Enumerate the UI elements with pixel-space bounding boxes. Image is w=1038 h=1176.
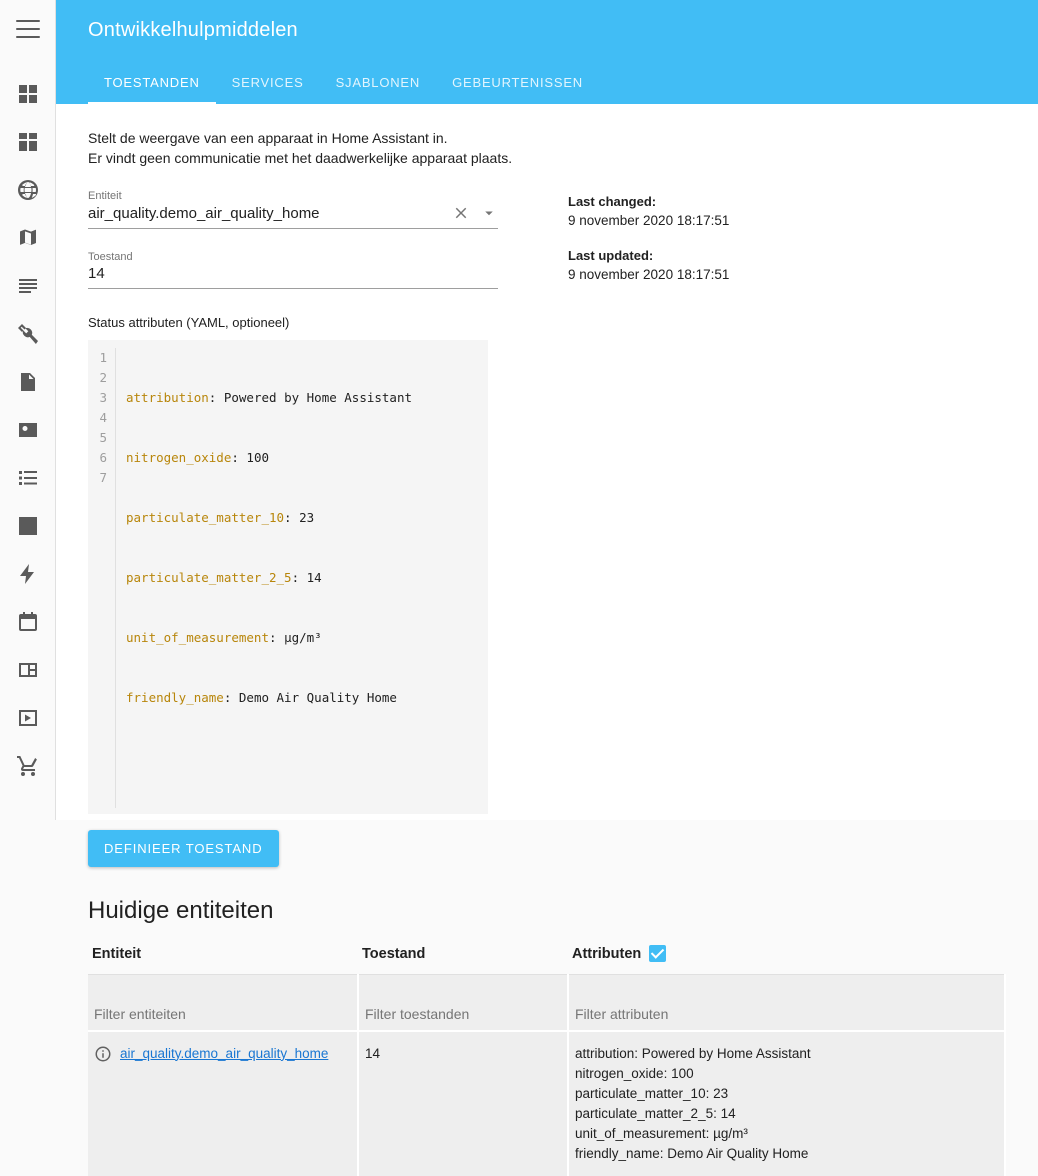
yaml-value: 100	[246, 450, 269, 465]
entities-table-body	[88, 1031, 1005, 1176]
document-icon	[16, 370, 40, 394]
entity-input[interactable]	[88, 205, 444, 222]
tools-icon	[16, 322, 40, 346]
sidebar-item-shopping[interactable]	[0, 742, 56, 790]
sidebar-item-logs[interactable]	[0, 358, 56, 406]
video-play-icon	[16, 706, 40, 730]
yaml-sep: :	[223, 690, 239, 705]
yaml-value: 14	[306, 570, 322, 585]
tab-bar	[88, 62, 1038, 104]
yaml-sep: :	[208, 390, 224, 405]
timestamps-panel	[568, 190, 729, 302]
calendar-icon	[16, 610, 40, 634]
entity-field-icons	[444, 204, 498, 222]
hamburger-icon[interactable]	[16, 20, 40, 38]
table-row[interactable]	[88, 1031, 1005, 1176]
globe-icon	[16, 178, 40, 202]
page-title: Ontwikkelhulpmiddelen	[88, 19, 298, 41]
yaml-value: Powered by Home Assistant	[223, 390, 413, 405]
attributes-label: Status attributen (YAML, optioneel)	[88, 315, 290, 330]
yaml-key: unit_of_measurement	[126, 630, 269, 645]
entities-table	[88, 941, 1006, 1176]
row-cell-entity	[88, 1031, 358, 1176]
form-left-column	[88, 190, 498, 311]
yaml-line-number: 5	[99, 430, 107, 445]
description-line-2: Er vindt geen communicatie met het daadwerkelijke apparaat plaats.	[88, 150, 513, 166]
filter-attributes-input[interactable]	[569, 1006, 1004, 1030]
last-updated-value: 9 november 2020 18:17:51	[568, 267, 730, 282]
yaml-value: Demo Air Quality Home	[238, 690, 397, 705]
last-changed-block	[568, 194, 729, 228]
yaml-gutter	[88, 348, 116, 808]
chevron-down-icon[interactable]	[480, 204, 498, 222]
row-cell-attributes: attribution: Powered by Home Assistant nitrogen_oxide: 100 particulate_matter_10: 23 particulate_matter_2_5: 14 unit_of_measurement: µg/m³ friendly_name: Demo Air Quality Home	[568, 1031, 1005, 1176]
sidebar-item-overview[interactable]	[0, 70, 56, 118]
yaml-key: particulate_matter_2_5	[126, 570, 292, 585]
filter-cell-state[interactable]	[358, 975, 568, 1031]
yaml-line-number: 1	[99, 350, 107, 365]
content-area	[56, 104, 1038, 1161]
yaml-editor[interactable]	[88, 340, 488, 814]
last-changed-value: 9 november 2020 18:17:51	[568, 213, 730, 228]
attributes-checkbox[interactable]	[649, 945, 666, 962]
sidebar-item-video[interactable]	[0, 694, 56, 742]
yaml-line	[126, 688, 488, 708]
sidebar-item-logbook[interactable]	[0, 262, 56, 310]
yaml-value: 23	[299, 510, 315, 525]
yaml-line	[126, 448, 488, 468]
sidebar-item-media[interactable]	[0, 646, 56, 694]
yaml-key: friendly_name	[126, 690, 224, 705]
column-header-state[interactable]	[358, 941, 568, 975]
yaml-line	[126, 628, 488, 648]
last-updated-label: Last updated:	[568, 248, 654, 263]
sidebar-menu-button[interactable]	[0, 0, 55, 58]
current-entities-title: Huidige entiteiten	[88, 897, 274, 924]
table-filter-row	[88, 975, 1005, 1031]
close-icon[interactable]	[452, 204, 470, 222]
sidebar-item-history[interactable]	[0, 502, 56, 550]
dashboard-icon	[16, 82, 40, 106]
list-icon	[16, 274, 40, 298]
sidebar	[0, 0, 56, 820]
define-state-button[interactable]: DEFINIEER TOESTAND	[88, 830, 279, 867]
form-row	[88, 190, 1006, 311]
filter-cell-entity[interactable]	[88, 975, 358, 1031]
entities-table-head	[88, 941, 1005, 1031]
shopping-cart-icon	[16, 754, 40, 778]
table-header-row	[88, 941, 1005, 975]
row-cell-state: 14	[358, 1031, 568, 1176]
yaml-line-number: 3	[99, 390, 107, 405]
yaml-line	[126, 748, 488, 768]
last-changed-label: Last changed:	[568, 194, 657, 209]
yaml-line	[126, 508, 488, 528]
filter-state-input[interactable]	[359, 1006, 567, 1030]
yaml-sep: :	[284, 510, 300, 525]
person-card-icon	[16, 418, 40, 442]
last-updated-block	[568, 248, 729, 282]
yaml-key: nitrogen_oxide	[126, 450, 232, 465]
state-input-wrap[interactable]	[88, 265, 498, 289]
yaml-sep: :	[231, 450, 247, 465]
yaml-code[interactable]	[116, 348, 488, 808]
state-field-label: Toestand	[88, 251, 133, 263]
filter-cell-attributes[interactable]	[568, 975, 1005, 1031]
yaml-line	[126, 388, 488, 408]
description	[88, 128, 1006, 168]
sidebar-item-map-globe[interactable]	[0, 166, 56, 214]
yaml-line-number: 2	[99, 370, 107, 385]
sidebar-item-todo[interactable]	[0, 454, 56, 502]
yaml-line-number: 6	[99, 450, 107, 465]
yaml-sep: :	[269, 630, 285, 645]
description-line-1: Stelt de weergave van een apparaat in Home Assistant in.	[88, 130, 448, 146]
yaml-value: µg/m³	[284, 630, 322, 645]
tab-toestanden[interactable]: TOESTANDEN	[88, 62, 216, 104]
info-icon[interactable]	[94, 1045, 112, 1063]
column-header-entity[interactable]	[88, 941, 358, 975]
state-input[interactable]	[88, 265, 498, 282]
sidebar-item-energy[interactable]	[0, 550, 56, 598]
main-area	[56, 0, 1038, 1161]
tab-services[interactable]: SERVICES	[231, 74, 304, 90]
sidebar-item-person[interactable]	[0, 406, 56, 454]
app-header	[56, 0, 1038, 104]
yaml-line-number: 4	[99, 410, 107, 425]
tab-sjablonen[interactable]: SJABLONEN	[335, 74, 421, 90]
entity-input-wrap[interactable]	[88, 204, 498, 229]
entity-link[interactable]: air_quality.demo_air_quality_home	[120, 1045, 329, 1061]
yaml-line	[126, 568, 488, 588]
entity-field-label: Entiteit	[88, 190, 122, 202]
sidebar-item-calendar[interactable]	[0, 598, 56, 646]
column-header-attributes[interactable]	[568, 941, 1005, 975]
map-icon	[16, 226, 40, 250]
checklist-icon	[16, 466, 40, 490]
yaml-key: particulate_matter_10	[126, 510, 285, 525]
grid-icon	[16, 130, 40, 154]
sidebar-item-developer-tools[interactable]	[0, 310, 56, 358]
media-browser-icon	[16, 658, 40, 682]
column-header-attributes-label: Attributen	[572, 945, 642, 962]
sidebar-item-panel[interactable]	[0, 118, 56, 166]
lightning-icon	[16, 562, 40, 586]
column-header-entity-label: Entiteit	[92, 946, 142, 962]
entity-field	[88, 190, 498, 229]
yaml-sep: :	[291, 570, 307, 585]
state-field	[88, 251, 498, 289]
yaml-key: attribution	[126, 390, 209, 405]
yaml-line-number: 7	[99, 470, 107, 485]
filter-entity-input[interactable]	[88, 1006, 357, 1030]
chart-icon	[16, 514, 40, 538]
column-header-state-label: Toestand	[362, 946, 426, 962]
sidebar-item-map[interactable]	[0, 214, 56, 262]
tab-gebeurtenissen[interactable]: GEBEURTENISSEN	[452, 74, 583, 90]
